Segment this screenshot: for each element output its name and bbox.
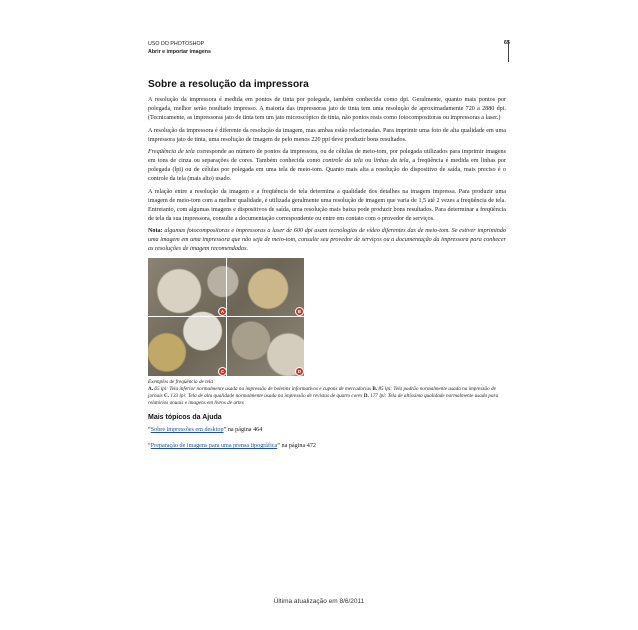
page-footer: Última atualização em 8/6/2011 xyxy=(273,598,365,605)
caption-text-b: 85 lpi: Tela padrão normalmente usada na impressão de jornais xyxy=(148,386,496,399)
paragraph-text: corresponde ao número de pontos da impressora, ou de células de meio-tom, por polegada utilizados para imprimir imagens em tons de cinza ou separações de cores. Também conhecida como xyxy=(148,149,506,164)
help-link-item xyxy=(148,426,506,435)
note-paragraph xyxy=(148,227,506,254)
caption-label-c: C. xyxy=(164,393,170,399)
more-help-title: Mais tópicos da Ajuda xyxy=(148,414,222,421)
quote-close: ” xyxy=(277,443,280,449)
quote-close: ” xyxy=(223,427,227,433)
running-head-subsection: Abrir e importar imagens xyxy=(148,49,211,55)
caption-title: Exemplos de freqüência de tela xyxy=(148,379,213,385)
figure-caption xyxy=(148,379,506,407)
coins-halftone-figure xyxy=(148,258,304,376)
caption-text-a: 65 lpi: Tela inferior normalmente usada na impressão de boletins informativos e cupons de mercadorias xyxy=(153,386,373,392)
figure-marker-b: B xyxy=(295,307,304,316)
paragraph-text: , a freqüência é medida em linhas por polegada (lpi) ou de células por polegada em uma tela de meio-tom. Quanto mais alta a resolução do dispositivo de saída, mais preciso é o controle da tela (mais alto) usado. xyxy=(148,158,506,182)
paragraph-screen-frequency xyxy=(148,148,506,184)
link-page-reference: na página 464 xyxy=(226,427,263,433)
paragraph-printer-resolution: A resolução da impressora é medida em pontos de tinta por polegada, também conhecida como dpi. Geralmente, quanto mais pontos por polegada, melhor serão resultado impresso. A maioria das impressoras jato de tinta tem uma resolução de aproximadamente 720 a 2880 dpi. (Tecnicamente, as impressoras jato de tinta tem um jato microscópico de tinta, não pontos reais como fotocompositoras ou impressoras a laser.) xyxy=(148,97,506,121)
term-screen-frequency: Freqüência de tela xyxy=(148,149,195,155)
link-page-reference: na página 472 xyxy=(279,443,316,449)
caption-text-c: 133 lpi: Tela de alta qualidade normalmente usada na impressão de revistas de quatro cores xyxy=(169,393,364,399)
figure-marker-a: A xyxy=(218,307,227,316)
paragraph-text: ou xyxy=(362,158,374,164)
note-label: Nota: xyxy=(148,228,163,234)
help-link-item xyxy=(148,442,506,451)
figure-marker-d: D xyxy=(295,367,304,376)
caption-label-a: A. xyxy=(148,386,154,392)
note-text: algumas fotocompositoras e impressoras a laser de 600 dpi usam tecnologias de vídeo diferentes das de meio-tom. Se estiver imprimindo uma imagem em uma impressora que não seja de meio-tom, consulte seu provedor de serviços ou a documentação da impressora para conhecer as resoluções de imagem recomendadas. xyxy=(148,228,506,252)
caption-text-d: 177 lpi: Tela de altíssima qualidade normalmente usada para relatórios anuais e imagens em livros de artes xyxy=(148,393,499,406)
main-content xyxy=(148,78,506,458)
quote-open: “ xyxy=(148,427,151,433)
running-head-section: USO DO PHOTOSHOP xyxy=(148,41,205,47)
quote-open: “ xyxy=(148,443,151,449)
page-number: 65 xyxy=(503,40,510,46)
paragraph-resolution-relationship: A relação entre a resolução da imagem e a freqüência de tela determina a qualidade dos detalhes na imagem impressa. Para produzir uma imagem de meio-tom com a melhor qualidade, é utilizada geralmente uma resolução de imagem que varia de 1,5 até 2 vezes a freqüência de tela. Entretanto, com algumas imagens e dispositivos de saída, uma resolução mais baixa pode produzir bons resultados. Para determinar a freqüência de tela da sua impressora, consulte a documentação correspondente ou entre em contato com o provedor de serviços. xyxy=(148,188,506,222)
term-screen-ruling: controle da tela xyxy=(322,158,363,164)
caption-label-b: B. xyxy=(372,386,378,392)
caption-label-d: D. xyxy=(363,393,369,399)
section-title: Sobre a resolução da impressora xyxy=(148,79,309,90)
paragraph-image-resolution: A resolução da impressora é diferente da resolução da imagem, mas ambas estão relacionadas. Para imprimir uma foto de alta qualidade em uma impressora jato de tinta, uma resolução de imagem de pelo menos 220 ppi deve produzir bons resultados. xyxy=(148,127,506,143)
running-head xyxy=(148,40,211,56)
figure-divider-vertical xyxy=(226,258,227,376)
link-prepress-preparation[interactable]: Preparação de imagens para uma prensa tipográfica xyxy=(150,443,278,449)
figure-marker-c: C xyxy=(218,367,227,376)
caption-legend xyxy=(148,386,506,407)
term-screen-lines: linhas da tela xyxy=(373,158,409,164)
link-desktop-printing[interactable]: Sobre impressões em desktop xyxy=(150,427,224,433)
header-divider xyxy=(508,40,509,62)
